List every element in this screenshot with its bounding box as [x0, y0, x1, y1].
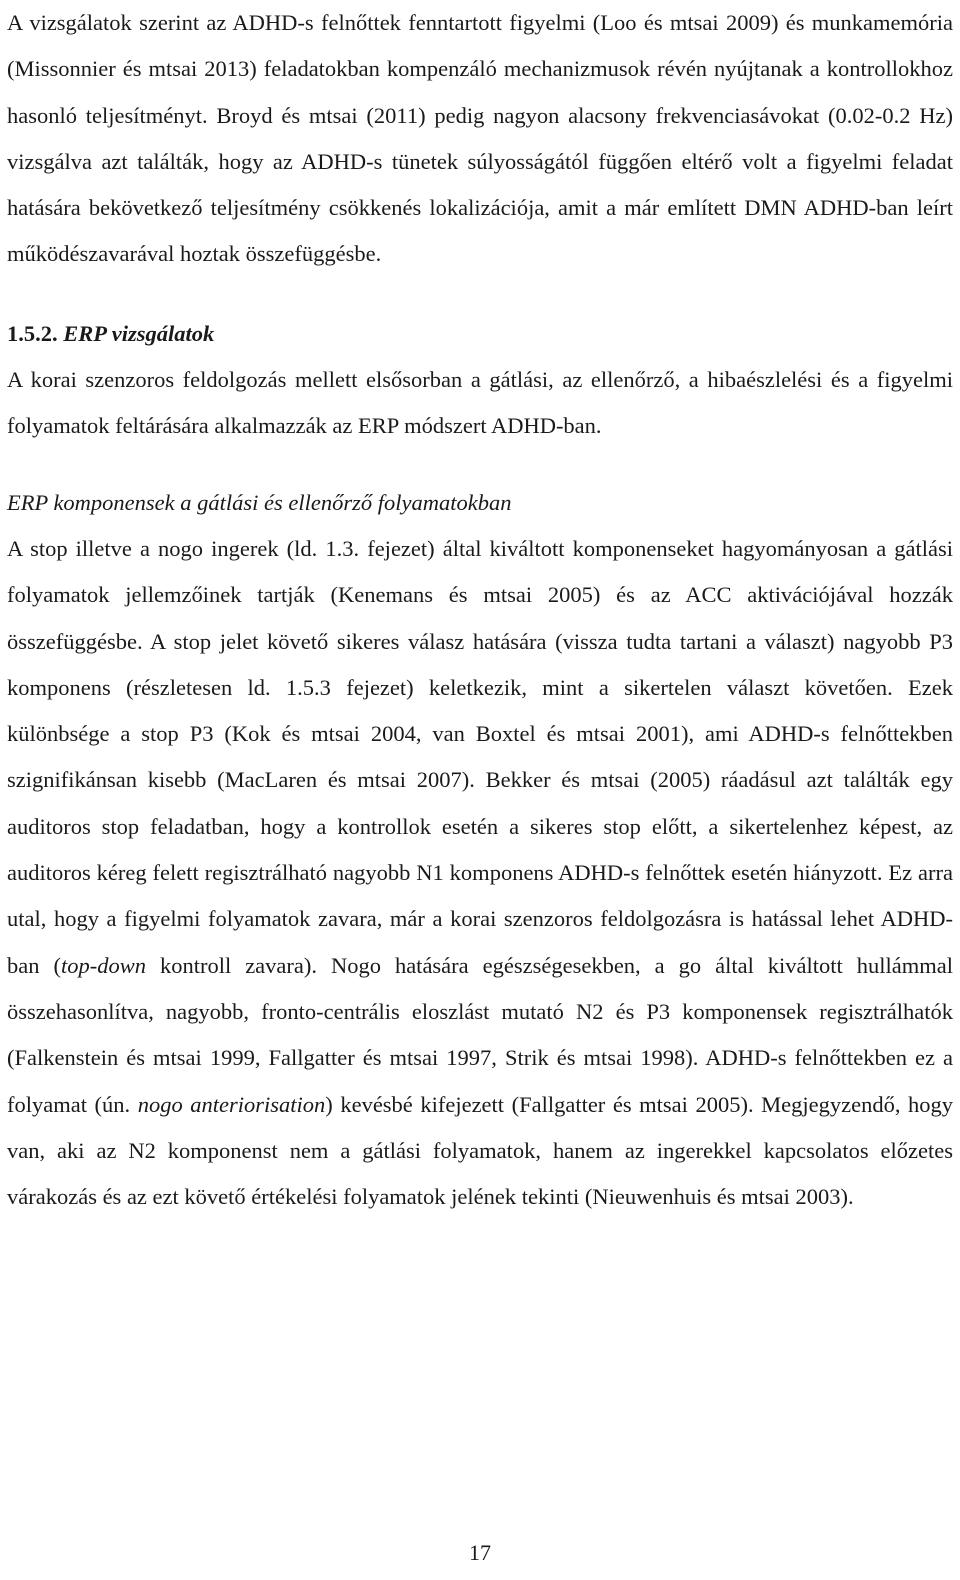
page-number: 17: [469, 1540, 491, 1565]
paragraph-text: ) kevésbé kifejezett (Fallgatter és mtsai 2005). Megjegyzendő, hogy van, aki az N2 komponenst nem a gátlási folyamatok, hanem az ingerekkel kapcsolatos előzetes várakozás és az ezt követő értékelési folyamatok jelének tekinti (Nieuwenhuis és mtsai 2003).: [7, 1091, 954, 1210]
paragraph-erp-intro: A korai szenzoros feldolgozás mellett elsősorban a gátlási, az ellenőrző, a hibaészlelési és a figyelmi folyamatok feltárására alkalmazzák az ERP módszert ADHD-ban.: [7, 367, 953, 439]
section-title: ERP vizsgálatok: [63, 320, 215, 346]
spacer: [7, 450, 953, 480]
paragraph-intro: A vizsgálatok szerint az ADHD-s felnőttek fenntartott figyelmi (Loo és mtsai 2009) és munkamemória (Missonnier és mtsai 2013) feladatokban kompenzáló mechanizmusok révén nyújtanak a kontrollokhoz hasonló teljesítményt. Broyd és mtsai (2011) pedig nagyon alacsony frekvenciasávokat (0.02-0.2 Hz) vizsgálva azt találták, hogy az ADHD-s tünetek súlyosságától függően eltérő volt a figyelmi feladat hatására bekövetkező teljesítmény csökkenés lokalizációja, amit a már említett DMN ADHD-ban leírt működészavarával hoztak összefüggésbe.: [7, 10, 953, 267]
paragraph-erp-components: [7, 526, 953, 1220]
paragraph-text: A stop illetve a nogo ingerek (ld. 1.3. fejezet) által kiváltott komponenseket hagyományosan a gátlási folyamatok jellemzőinek tartják (Kenemans és mtsai 2005) és az ACC aktivációjával hozzák összefüggésbe. A stop jelet követő sikeres válasz hatására (vissza tudta tartani a választ) nagyobb P3 komponens (részletesen ld. 1.5.3 fejezet) keletkezik, mint a sikertelen választ követően. Ezek különbsége a stop P3 (Kok és mtsai 2004, van Boxtel és mtsai 2001), ami ADHD-s felnőttekben szignifikánsan kisebb (MacLaren és mtsai 2007). Bekker és mtsai (2005) ráadásul azt találták egy auditoros stop feladatban, hogy a kontrollok esetén a sikeres stop előtt, a sikertelenhez képest, az auditoros kéreg felett regisztrálható nagyobb N1 komponens ADHD-s felnőttek esetén hiányzott. Ez arra utal, hogy a figyelmi folyamatok zavara, már a korai szenzoros feldolgozásra is hatással lehet ADHD-ban (: [7, 535, 953, 978]
spacer: [7, 278, 953, 311]
section-number: 1.5.2.: [7, 320, 58, 346]
document-page: [7, 0, 953, 1220]
paragraph-text: kontroll zavara). Nogo hatására egészségesekben, a go által kiváltott hullámmal összehasonlítva, nagyobb, fronto-centrális eloszlást mutató N2 és P3 komponensek regisztrálhatók (Falkenstein és mtsai 1999, Fallgatter és mtsai 1997, Strik és mtsai 1998). ADHD-s felnőttekben ez a folyamat (ún.: [7, 952, 954, 1117]
subsection-heading: ERP komponensek a gátlási és ellenőrző folyamatokban: [7, 489, 512, 515]
section-heading: [7, 311, 953, 357]
italic-term-nogo-anteriorisation: nogo anteriorisation: [137, 1091, 326, 1117]
italic-term-top-down: top-down: [60, 952, 146, 978]
